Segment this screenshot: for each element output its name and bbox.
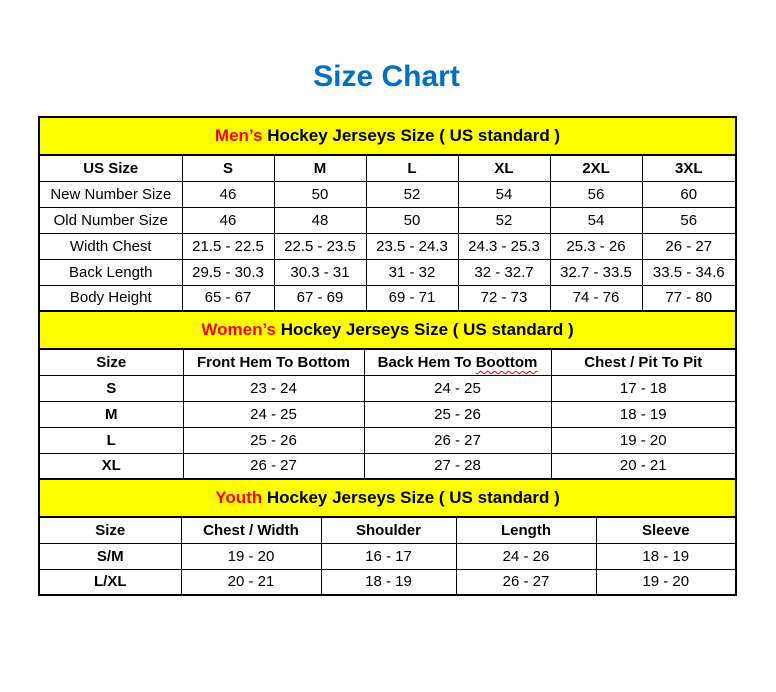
size-value-cell: 24 - 25 [364,375,551,401]
table-row [39,285,736,311]
table-row [39,401,736,427]
size-value-cell: 29.5 - 30.3 [182,259,274,285]
size-value-cell: 33.5 - 34.6 [642,259,736,285]
size-value-cell: 46 [182,181,274,207]
size-value-cell: 19 - 20 [551,427,736,453]
mens-section-header [39,117,736,155]
size-value-cell: 77 - 80 [642,285,736,311]
size-value-cell: 26 - 27 [642,233,736,259]
size-value-cell: 25 - 26 [183,427,364,453]
size-value-cell: 52 [458,207,550,233]
size-value-cell: 19 - 20 [596,569,736,595]
size-value-cell: 21.5 - 22.5 [182,233,274,259]
mens-col-us-size: US Size [39,155,182,181]
womens-column-header-row [39,349,736,375]
womens-col-back-hem [364,349,551,375]
womens-section-title [39,311,736,349]
row-label: Old Number Size [39,207,182,233]
page-title: Size Chart [313,60,460,93]
size-value-cell: 32.7 - 33.5 [550,259,642,285]
size-value-cell: 27 - 28 [364,453,551,479]
size-chart [38,116,735,596]
row-label: Back Length [39,259,182,285]
mens-column-header-row [39,155,736,181]
womens-col-chest: Chest / Pit To Pit [551,349,736,375]
youth-col-size: Size [39,517,181,543]
size-value-cell: 20 - 21 [181,569,321,595]
womens-col-front-hem: Front Hem To Bottom [183,349,364,375]
size-value-cell: 56 [642,207,736,233]
youth-highlight-word: Youth [215,488,263,507]
mens-highlight-word: Men’s [214,126,263,145]
row-label: Body Height [39,285,182,311]
size-value-cell: 25.3 - 26 [550,233,642,259]
mens-col-m: M [274,155,366,181]
size-value-cell: 25 - 26 [364,401,551,427]
size-value-cell: 60 [642,181,736,207]
size-value-cell: 30.3 - 31 [274,259,366,285]
size-value-cell: 26 - 27 [183,453,364,479]
size-value-cell: 24 - 26 [456,543,596,569]
row-label: L/XL [39,569,181,595]
size-value-cell: 48 [274,207,366,233]
table-row [39,233,736,259]
size-value-cell: 22.5 - 23.5 [274,233,366,259]
size-value-cell: 18 - 19 [321,569,456,595]
size-value-cell: 26 - 27 [456,569,596,595]
mens-col-2xl: 2XL [550,155,642,181]
table-row [39,207,736,233]
size-value-cell: 50 [366,207,458,233]
mens-col-3xl: 3XL [642,155,736,181]
youth-col-length: Length [456,517,596,543]
mens-size-table [38,116,737,312]
row-label: New Number Size [39,181,182,207]
size-value-cell: 26 - 27 [364,427,551,453]
row-label: L [39,427,183,453]
youth-section-title-rest: Hockey Jerseys Size ( US standard ) [266,488,560,507]
row-label: S/M [39,543,181,569]
mens-col-xl: XL [458,155,550,181]
row-label: M [39,401,183,427]
size-value-cell: 18 - 19 [551,401,736,427]
size-value-cell: 54 [550,207,642,233]
mens-col-l: L [366,155,458,181]
size-value-cell: 54 [458,181,550,207]
youth-section-title [39,479,736,517]
size-value-cell: 18 - 19 [596,543,736,569]
table-row [39,569,736,595]
size-value-cell: 67 - 69 [274,285,366,311]
size-value-cell: 50 [274,181,366,207]
size-value-cell: 65 - 67 [182,285,274,311]
size-value-cell: 56 [550,181,642,207]
size-value-cell: 46 [182,207,274,233]
youth-col-chest-width: Chest / Width [181,517,321,543]
row-label: XL [39,453,183,479]
youth-section-header [39,479,736,517]
table-row [39,427,736,453]
womens-col-back-hem-prefix: Back Hem To [377,353,472,371]
row-label: S [39,375,183,401]
table-row [39,181,736,207]
youth-col-shoulder: Shoulder [321,517,456,543]
table-row [39,453,736,479]
womens-col-back-hem-misspelled-word: Boottom [475,353,538,371]
table-row [39,543,736,569]
size-value-cell: 24 - 25 [183,401,364,427]
womens-section-title-rest: Hockey Jerseys Size ( US standard ) [280,320,574,339]
mens-section-title-rest: Hockey Jerseys Size ( US standard ) [267,126,561,145]
row-label: Width Chest [39,233,182,259]
womens-col-size: Size [39,349,183,375]
womens-highlight-word: Women’s [201,320,276,339]
size-value-cell: 16 - 17 [321,543,456,569]
youth-column-header-row [39,517,736,543]
size-value-cell: 31 - 32 [366,259,458,285]
size-value-cell: 19 - 20 [181,543,321,569]
womens-section-header [39,311,736,349]
table-row [39,259,736,285]
size-value-cell: 69 - 71 [366,285,458,311]
womens-size-table [38,310,737,480]
size-value-cell: 32 - 32.7 [458,259,550,285]
size-value-cell: 74 - 76 [550,285,642,311]
mens-col-s: S [182,155,274,181]
youth-col-sleeve: Sleeve [596,517,736,543]
size-value-cell: 72 - 73 [458,285,550,311]
table-row [39,375,736,401]
size-value-cell: 17 - 18 [551,375,736,401]
size-value-cell: 23.5 - 24.3 [366,233,458,259]
size-value-cell: 52 [366,181,458,207]
size-value-cell: 23 - 24 [183,375,364,401]
size-value-cell: 20 - 21 [551,453,736,479]
mens-section-title [39,117,736,155]
youth-size-table [38,478,737,596]
size-value-cell: 24.3 - 25.3 [458,233,550,259]
